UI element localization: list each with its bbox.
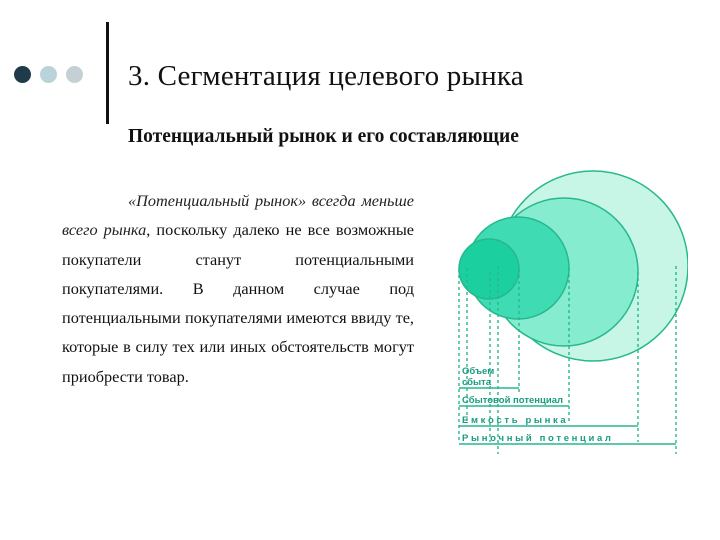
paragraph-text [62, 186, 414, 391]
light-dot-icon [66, 66, 83, 83]
paragraph-rest: , поскольку далеко не все возможные покупатели станут потенциальными покупателями. В данном случае под потенциальными покупателями имеются ввиду те, которые в силу тех или иных обстоятельств могут приобрести товар. [62, 220, 415, 386]
sales-potential-label: Сбытовой потенциал [462, 395, 564, 406]
market-capacity-label: Е м к о с т ь р ы н к а [462, 415, 566, 426]
body-paragraph [62, 186, 414, 391]
slide-bullet-dots [14, 66, 83, 83]
slide-subtitle: Потенциальный рынок и его составляющие [128, 126, 519, 147]
market-potential-diagram [448, 162, 688, 459]
light-dot-icon [40, 66, 57, 83]
market-potential-label: Р ы н о ч н ы й п о т е н ц и а л [462, 433, 611, 444]
dark-dot-icon [14, 66, 31, 83]
sales-volume-circle [459, 239, 519, 299]
nested-circles-svg [448, 162, 688, 454]
title-divider [106, 22, 109, 124]
slide-title: 3. Сегментация целевого рынка [128, 60, 524, 92]
sales-volume-label: сбыта [462, 377, 492, 388]
paragraph-lead-italic: «Потенциальный рынок» всегда меньше всего рынка [62, 191, 414, 240]
sales-volume-label: Объем [462, 366, 495, 377]
